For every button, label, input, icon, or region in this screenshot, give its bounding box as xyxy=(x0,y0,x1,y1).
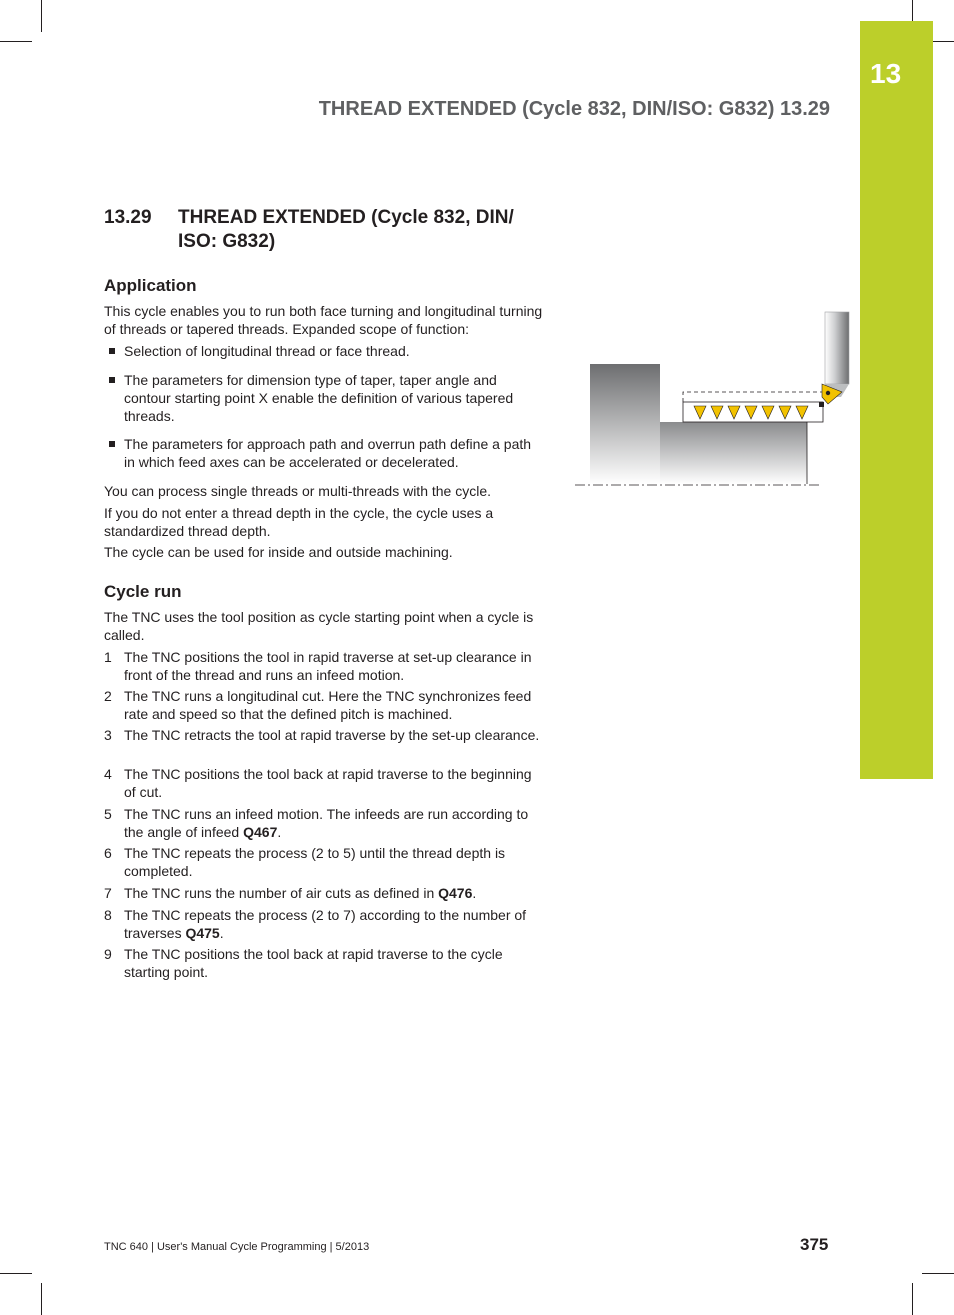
step-number: 6 xyxy=(104,845,112,861)
bullet-icon xyxy=(109,348,115,354)
crop-mark xyxy=(0,1273,32,1274)
paragraph: The cycle can be used for inside and outside machining. xyxy=(104,544,453,560)
parameter-q476: Q476 xyxy=(438,885,473,901)
list-item-text: The parameters for dimension type of taper, taper angle and contour starting point X enable the definition of various tapered threads. xyxy=(124,372,514,424)
step-number: 5 xyxy=(104,806,112,822)
crop-mark xyxy=(912,1283,913,1315)
chapter-tab xyxy=(860,21,933,779)
parameter-q467: Q467 xyxy=(243,824,278,840)
step-text: The TNC runs a longitudinal cut. Here the TNC synchronizes feed rate and speed so that the defined pitch is machined. xyxy=(124,688,532,722)
crop-mark xyxy=(922,1273,954,1274)
step-text: The TNC runs an infeed motion. The infeeds are run according to the angle of infeed Q467. xyxy=(124,806,529,840)
step-text: The TNC repeats the process (2 to 7) according to the number of traverses Q475. xyxy=(124,907,527,941)
step-text: The TNC repeats the process (2 to 5) until the thread depth is completed. xyxy=(124,845,506,879)
step-text: The TNC positions the tool back at rapid traverse to the beginning of cut. xyxy=(124,766,532,800)
step-number: 8 xyxy=(104,907,112,923)
section-title-text: THREAD EXTENDED (Cycle 832, DIN/ ISO: G832) xyxy=(178,207,514,252)
step-number: 3 xyxy=(104,727,112,743)
step-number: 9 xyxy=(104,946,112,962)
cycle-run-intro: The TNC uses the tool position as cycle starting point when a cycle is called. xyxy=(104,609,534,643)
paragraph: If you do not enter a thread depth in the cycle, the cycle uses a standardized thread depth. xyxy=(104,505,494,539)
crop-mark xyxy=(41,0,42,32)
step-text: The TNC positions the tool back at rapid traverse to the cycle starting point. xyxy=(124,946,503,980)
application-heading: Application xyxy=(104,276,197,295)
cycle-run-heading: Cycle run xyxy=(104,582,182,601)
step-number: 1 xyxy=(104,649,112,665)
crop-mark xyxy=(41,1283,42,1315)
running-head: THREAD EXTENDED (Cycle 832, DIN/ISO: G832) 13.29 xyxy=(318,98,830,120)
footer-text: TNC 640 | User's Manual Cycle Programming | 5/2013 xyxy=(104,1241,370,1253)
step-text: The TNC runs the number of air cuts as defined in Q476. xyxy=(124,885,477,901)
bullet-icon xyxy=(109,377,115,383)
step-number: 4 xyxy=(104,766,112,782)
step-number: 2 xyxy=(104,688,112,704)
section-number: 13.29 xyxy=(104,207,152,228)
tool-holder xyxy=(825,312,849,384)
chapter-number: 13 xyxy=(870,58,902,89)
step-number: 7 xyxy=(104,885,112,901)
crop-mark xyxy=(0,41,32,42)
list-item-text: Selection of longitudinal thread or face thread. xyxy=(124,343,410,359)
bullet-icon xyxy=(109,441,115,447)
workpiece-shoulder xyxy=(590,364,660,484)
step-text: The TNC retracts the tool at rapid traverse by the set-up clearance. xyxy=(124,727,540,743)
page-number: 375 xyxy=(800,1235,829,1254)
thread-diagram xyxy=(570,305,854,495)
tool-path xyxy=(683,392,822,402)
parameter-q475: Q475 xyxy=(185,925,220,941)
paragraph: You can process single threads or multi-threads with the cycle. xyxy=(104,483,492,499)
step-text: The TNC positions the tool in rapid traverse at set-up clearance in front of the thread and runs an infeed motion. xyxy=(124,649,532,683)
list-item-text: The parameters for approach path and overrun path define a path in which feed axes can be accelerated or decelerated. xyxy=(124,436,532,470)
application-intro: This cycle enables you to run both face turning and longitudinal turning of threads or tapered threads. Expanded scope of function: xyxy=(104,303,543,337)
workpiece-body xyxy=(660,422,807,484)
